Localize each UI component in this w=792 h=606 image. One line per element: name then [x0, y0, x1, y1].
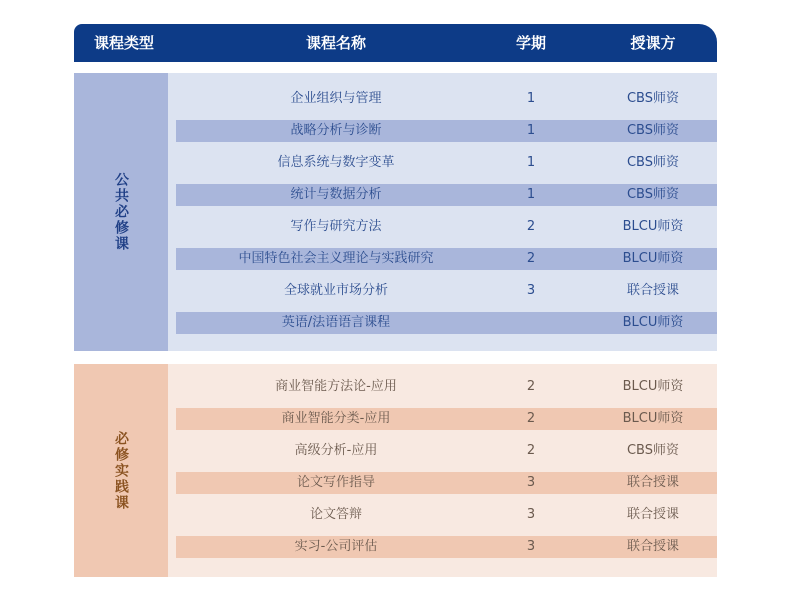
table-row — [176, 152, 717, 174]
table-row — [176, 280, 717, 302]
table-row — [176, 88, 717, 110]
table-row — [176, 312, 717, 334]
course-name: 实习-公司评估 — [294, 539, 378, 554]
course-name: 企业组织与管理 — [290, 91, 382, 106]
category-cell — [74, 73, 168, 351]
course-term: 2 — [526, 379, 536, 394]
course-name: 信息系统与数字变革 — [277, 155, 395, 170]
course-provider: CBS师资 — [626, 91, 680, 106]
table-row — [176, 184, 717, 206]
course-provider: 联合授课 — [626, 507, 680, 522]
course-name: 商业智能分类-应用 — [281, 411, 391, 426]
table-row — [176, 120, 717, 142]
table-row — [176, 408, 717, 430]
table-header — [74, 24, 717, 62]
course-name: 高级分析-应用 — [294, 443, 378, 458]
course-provider: BLCU师资 — [622, 411, 684, 426]
table-row — [176, 536, 717, 558]
header-course-type: 课程类型 — [93, 34, 155, 52]
course-provider: BLCU师资 — [622, 219, 684, 234]
table-row — [176, 248, 717, 270]
table-row — [176, 504, 717, 526]
category-label: 必修实践课 — [113, 430, 129, 511]
course-term: 2 — [526, 443, 536, 458]
course-provider: BLCU师资 — [622, 315, 684, 330]
course-provider: CBS师资 — [626, 443, 680, 458]
course-term: 3 — [526, 475, 536, 490]
table-row — [176, 216, 717, 238]
course-provider: 联合授课 — [626, 283, 680, 298]
section-practice-required — [74, 364, 717, 577]
course-term: 3 — [526, 539, 536, 554]
course-term: 2 — [526, 251, 536, 266]
category-label: 公共必修课 — [113, 172, 129, 252]
header-provider: 授课方 — [630, 34, 676, 52]
course-name: 战略分析与诊断 — [290, 123, 382, 138]
course-name: 写作与研究方法 — [290, 219, 382, 234]
course-term: 2 — [526, 219, 536, 234]
course-provider: BLCU师资 — [622, 251, 684, 266]
course-term: 3 — [526, 283, 536, 298]
course-term: 1 — [526, 91, 536, 106]
course-name: 论文写作指导 — [296, 475, 376, 490]
course-name: 全球就业市场分析 — [283, 283, 389, 298]
course-name: 中国特色社会主义理论与实践研究 — [238, 251, 434, 266]
table-row — [176, 472, 717, 494]
header-course-name: 课程名称 — [305, 34, 367, 52]
course-term: 2 — [526, 411, 536, 426]
course-provider: CBS师资 — [626, 187, 680, 202]
course-name: 英语/法语语言课程 — [281, 315, 391, 330]
course-provider: 联合授课 — [626, 539, 680, 554]
course-term: 3 — [526, 507, 536, 522]
course-name: 统计与数据分析 — [290, 187, 382, 202]
course-provider: 联合授课 — [626, 475, 680, 490]
table-row — [176, 376, 717, 398]
course-term: 1 — [526, 123, 536, 138]
table-row — [176, 440, 717, 462]
course-provider: BLCU师资 — [622, 379, 684, 394]
category-cell — [74, 364, 168, 577]
course-provider: CBS师资 — [626, 155, 680, 170]
section-public-required — [74, 73, 717, 351]
course-name: 论文答辩 — [309, 507, 363, 522]
course-name: 商业智能方法论-应用 — [275, 379, 397, 394]
course-provider: CBS师资 — [626, 123, 680, 138]
course-term: 1 — [526, 187, 536, 202]
course-term: 1 — [526, 155, 536, 170]
header-term: 学期 — [515, 34, 547, 52]
